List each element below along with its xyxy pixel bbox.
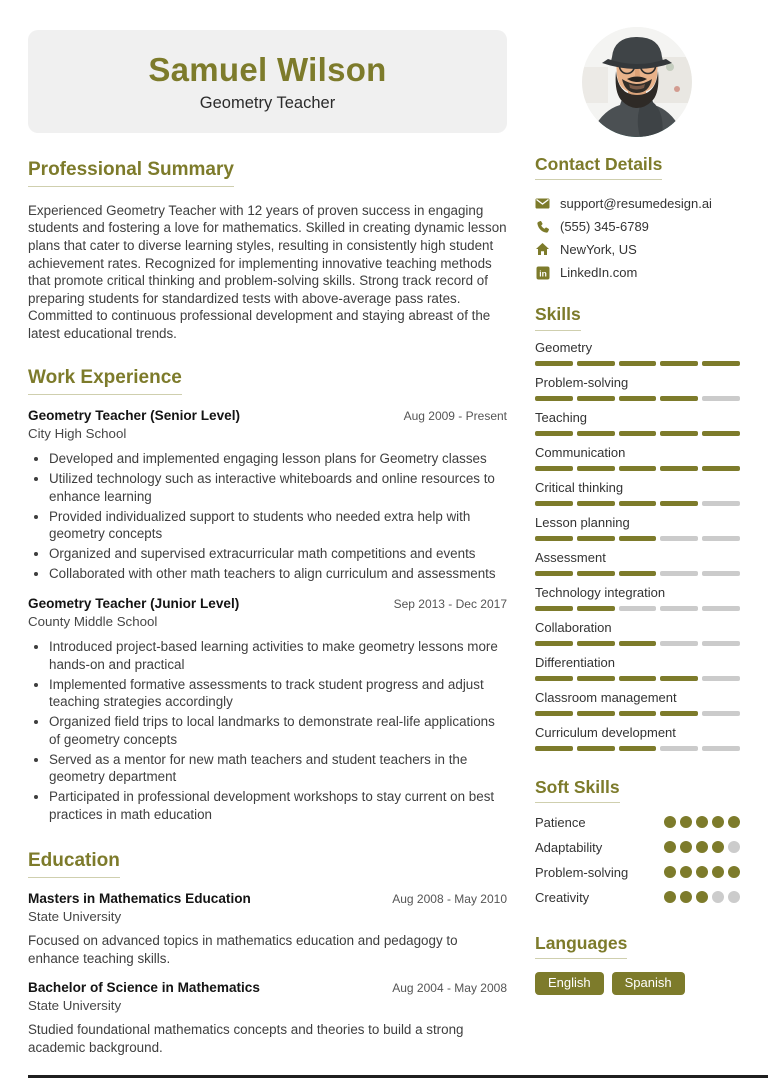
svg-text:in: in: [538, 268, 547, 279]
education-header: [28, 891, 507, 906]
languages-heading: Languages: [535, 934, 627, 959]
skill-item: [535, 340, 740, 366]
soft-skill-item: [535, 890, 740, 905]
skill-level-bar: [535, 361, 740, 366]
skill-item: [535, 620, 740, 646]
education-description: Studied foundational mathematics concepts and theories to build a strong academic background.: [28, 1022, 464, 1055]
job-entry: [28, 596, 507, 823]
contact-linkedin-text: LinkedIn.com: [560, 265, 638, 281]
profile-photo: [582, 27, 692, 137]
work-experience-heading: Work Experience: [28, 368, 182, 395]
job-bullet-list: [28, 450, 507, 583]
soft-skill-name: Creativity: [535, 889, 590, 905]
skill-name: Teaching: [535, 409, 588, 425]
soft-skill-name: Adaptability: [535, 839, 603, 855]
skill-name: Differentiation: [535, 654, 615, 670]
skill-item: [535, 515, 740, 541]
soft-skill-level-dots: [664, 866, 740, 878]
contact-email[interactable]: [535, 196, 740, 211]
job-bullet: • Participated in professional development workshops to stay current on best practices in math education: [49, 788, 507, 823]
job-header: [28, 596, 507, 611]
language-badges: [535, 972, 740, 995]
skill-level-bar: [535, 396, 740, 401]
job-bullet: • Developed and implemented engaging lesson plans for Geometry classes: [49, 450, 507, 468]
soft-skill-level-dots: [664, 816, 740, 828]
education-dates: Aug 2004 - May 2008: [392, 981, 507, 996]
job-dates: Aug 2009 - Present: [403, 409, 507, 424]
education-description: Focused on advanced topics in mathematics education and pedagogy to enhance teaching skills.: [28, 933, 458, 966]
job-bullet-list: [28, 638, 507, 823]
soft-skill-level-dots: [664, 891, 740, 903]
contact-location-text: NewYork, US: [560, 242, 637, 258]
candidate-name: Samuel Wilson: [148, 50, 387, 88]
skill-level-bar: [535, 641, 740, 646]
contact-phone-text: (555) 345-6789: [560, 219, 649, 235]
soft-skill-item: [535, 840, 740, 855]
job-bullet: • Utilized technology such as interactive whiteboards and online resources to enhance learning: [49, 470, 507, 505]
job-company: County Middle School: [28, 613, 158, 629]
job-bullet: • Organized and supervised extracurricular math competitions and events: [49, 545, 507, 563]
professional-summary-text: Experienced Geometry Teacher with 12 years of proven success in engaging students and fostering a love for mathematics. Skilled in creating dynamic lesson plans that cater to diverse learning styles, resulting in consistently high student achievement rates. Recognized for implementing innovative teaching methods that promote critical thinking and problem-solving skills. Strong track record of preparing students for standardized tests with above-average pass rates. Committed to continuous professional development and staying abreast of the latest educational trends.: [28, 202, 507, 341]
education-heading: Education: [28, 851, 120, 878]
skill-name: Collaboration: [535, 619, 612, 635]
job-bullet: • Served as a mentor for new math teachers and student teachers in the geometry department: [49, 751, 507, 786]
contact-email-text: support@resumedesign.ai: [560, 196, 712, 212]
section-work-experience: [28, 368, 507, 823]
soft-skills-heading: Soft Skills: [535, 778, 620, 803]
contact-details-heading: Contact Details: [535, 155, 662, 180]
candidate-title: Geometry Teacher: [199, 93, 336, 112]
degree-title: Bachelor of Science in Mathematics: [28, 980, 260, 996]
school-name: State University: [28, 909, 122, 925]
skill-name: Lesson planning: [535, 514, 630, 530]
home-icon: [535, 242, 550, 257]
section-professional-summary: [28, 160, 507, 342]
degree-title: Masters in Mathematics Education: [28, 891, 251, 907]
section-skills: [535, 305, 740, 750]
job-bullet: • Collaborated with other math teachers to align curriculum and assessments: [49, 565, 507, 583]
skill-level-bar: [535, 571, 740, 576]
language-badge: Spanish: [612, 972, 685, 995]
skill-item: [535, 550, 740, 576]
skill-name: Critical thinking: [535, 479, 624, 495]
skill-name: Geometry: [535, 339, 593, 355]
job-bullet: • Organized field trips to local landmarks to demonstrate real-life applications of geometry concepts: [49, 713, 507, 748]
skill-name: Classroom management: [535, 689, 677, 705]
profile-photo-illustration: [582, 27, 692, 137]
section-soft-skills: [535, 778, 740, 905]
job-bullet: • Introduced project-based learning activities to make geometry lessons more hands-on and practical: [49, 638, 507, 673]
soft-skill-level-dots: [664, 841, 740, 853]
soft-skill-name: Patience: [535, 814, 586, 830]
skill-name: Problem-solving: [535, 374, 629, 390]
contact-phone[interactable]: [535, 219, 740, 234]
education-entry: [28, 980, 507, 1056]
email-icon: [535, 196, 550, 211]
sidebar: [535, 155, 740, 995]
section-education: [28, 851, 507, 1056]
job-bullet: • Provided individualized support to students who needed extra help with geometry concepts: [49, 508, 507, 543]
language-badge: English: [535, 972, 604, 995]
contact-linkedin[interactable]: [535, 265, 740, 280]
skills-list: [535, 340, 740, 751]
skill-name: Curriculum development: [535, 724, 676, 740]
soft-skill-name: Problem-solving: [535, 864, 629, 880]
education-dates: Aug 2008 - May 2010: [392, 892, 507, 907]
job-title: Geometry Teacher (Senior Level): [28, 408, 241, 424]
skill-item: [535, 690, 740, 716]
skill-item: [535, 480, 740, 506]
job-header: [28, 408, 507, 423]
phone-icon: [535, 219, 550, 234]
skill-name: Assessment: [535, 549, 606, 565]
header-card: [28, 30, 507, 133]
job-company: City High School: [28, 426, 127, 442]
skill-level-bar: [535, 466, 740, 471]
section-languages: [535, 934, 740, 995]
skill-level-bar: [535, 746, 740, 751]
skill-level-bar: [535, 536, 740, 541]
education-header: [28, 980, 507, 995]
skill-level-bar: [535, 501, 740, 506]
job-bullet: • Implemented formative assessments to track student progress and adjust teaching strategies accordingly: [49, 676, 507, 711]
skill-level-bar: [535, 676, 740, 681]
soft-skill-item: [535, 815, 740, 830]
skill-level-bar: [535, 431, 740, 436]
contact-list: [535, 196, 740, 280]
skill-item: [535, 375, 740, 401]
skill-level-bar: [535, 711, 740, 716]
skill-item: [535, 410, 740, 436]
skill-item: [535, 655, 740, 681]
soft-skill-item: [535, 865, 740, 880]
skill-item: [535, 725, 740, 751]
linkedin-icon: [535, 265, 550, 280]
school-name: State University: [28, 998, 122, 1014]
section-contact-details: [535, 155, 740, 280]
job-title: Geometry Teacher (Junior Level): [28, 595, 240, 611]
education-entry: [28, 891, 507, 967]
skill-level-bar: [535, 606, 740, 611]
contact-location: [535, 242, 740, 257]
professional-summary-heading: Professional Summary: [28, 160, 234, 187]
main-column: [28, 160, 507, 1057]
soft-skills-list: [535, 815, 740, 905]
job-entry: [28, 408, 507, 583]
skill-item: [535, 585, 740, 611]
skills-heading: Skills: [535, 305, 581, 330]
skill-name: Technology integration: [535, 584, 666, 600]
skill-item: [535, 445, 740, 471]
job-dates: Sep 2013 - Dec 2017: [393, 596, 507, 611]
skill-name: Communication: [535, 444, 626, 460]
